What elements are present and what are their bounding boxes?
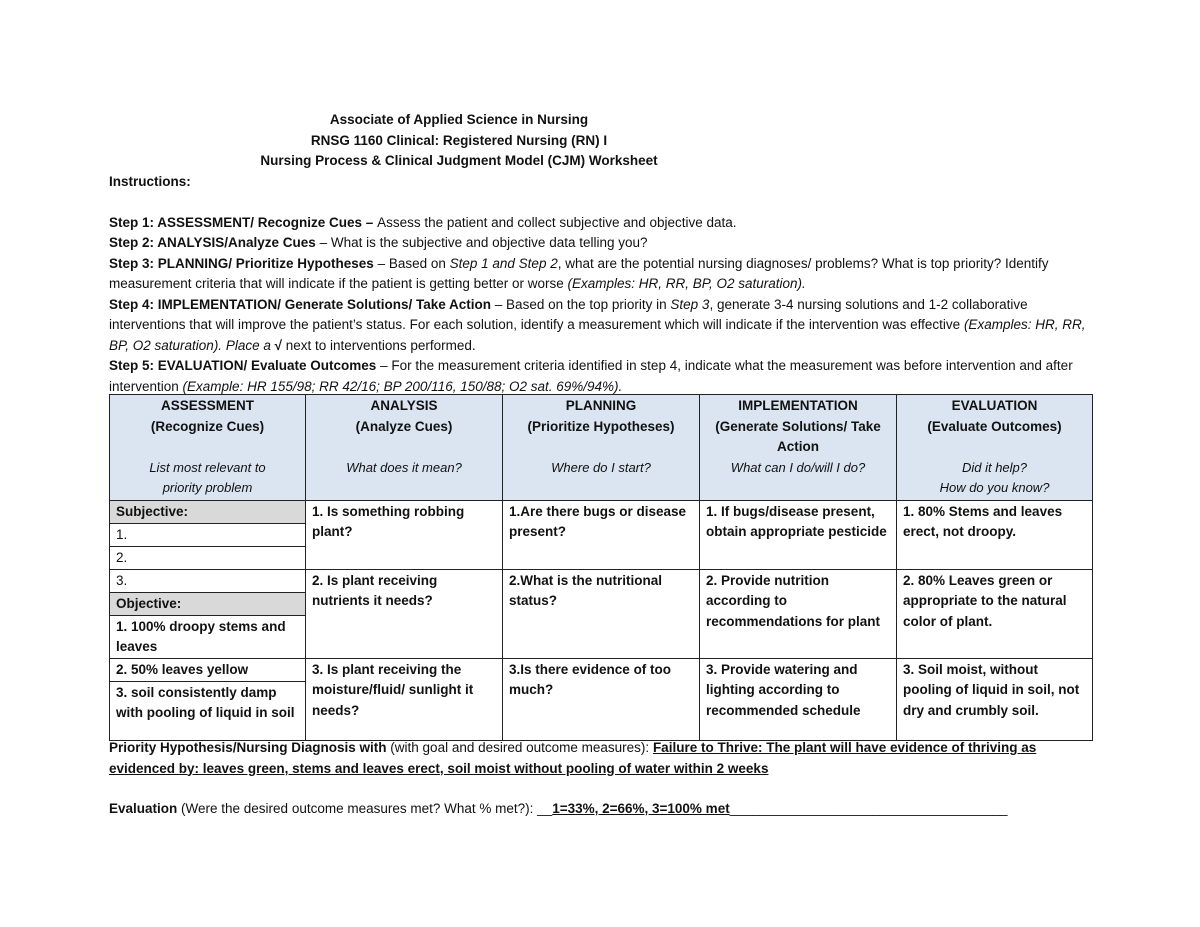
subjective-label: Subjective: bbox=[110, 501, 305, 524]
objective-item: 2. 50% leaves yellow bbox=[110, 659, 305, 682]
nursing-process-table bbox=[109, 394, 1093, 741]
step-1: Step 1: ASSESSMENT/ Recognize Cues – Assess the patient and collect subjective and objective data. bbox=[109, 214, 737, 230]
subjective-cues-cell bbox=[110, 500, 306, 569]
objective-item: 1. 100% droopy stems and leaves bbox=[116, 618, 286, 654]
step-2: Step 2: ANALYSIS/Analyze Cues – What is the subjective and objective data telling you? bbox=[109, 235, 648, 250]
program-title: Associate of Applied Science in Nursing bbox=[329, 112, 589, 127]
implementation-cell: 2. Provide nutrition according to recommendations for plant bbox=[700, 569, 897, 658]
evaluation-blank: _____________________________________ bbox=[729, 801, 1008, 816]
subjective-item: 1. bbox=[110, 524, 305, 547]
subjective-item: 2. bbox=[116, 549, 128, 565]
evaluation-note: (Were the desired outcome measures met? What % met?): __ bbox=[177, 801, 553, 816]
document-title-block bbox=[0, 110, 918, 172]
evaluation-summary bbox=[109, 799, 1094, 820]
worksheet-title: Nursing Process & Clinical Judgment Model (CJM) Worksheet bbox=[260, 153, 658, 168]
analysis-cell: 2. Is plant receiving nutrients it needs? bbox=[306, 569, 503, 658]
step-4: Step 4: IMPLEMENTATION/ Generate Solutions/ Take Action – Based on the top priority in Step 3, generate 3-4 nursing solutions and 1-2 collaborative interventions that will improve the patient’s status. For each solution, identify a measurement which will indicate if the intervention was effective (Examples: HR, RR, BP, O2 saturation). Place a √ next to interventions performed. bbox=[109, 296, 1086, 353]
implementation-cell: 3. Provide watering and lighting according to recommended schedule bbox=[700, 658, 897, 740]
subjective-item: 3. bbox=[110, 570, 305, 593]
implementation-cell: 1. If bugs/disease present, obtain appropriate pesticide bbox=[700, 500, 897, 569]
instructions bbox=[109, 172, 1094, 397]
objective-item: 3. soil consistently damp with pooling of liquid in soil bbox=[116, 684, 295, 720]
table-header-row bbox=[110, 395, 1093, 501]
objective-label: Objective: bbox=[110, 593, 305, 616]
evaluation-answer: 1=33%, 2=66%, 3=100% met bbox=[552, 801, 730, 816]
priority-answer: Failure to Thrive: The plant will have evidence of thriving as evidenced by: leaves green, stems and leaves erect, soil moist without pooling of water within 2 weeks bbox=[109, 740, 1037, 776]
header-analysis: ANALYSIS (Analyze Cues) What does it mean? bbox=[306, 395, 503, 501]
table-row bbox=[110, 569, 1093, 658]
priority-hypothesis bbox=[109, 738, 1094, 779]
analysis-cell: 1. Is something robbing plant? bbox=[306, 500, 503, 569]
evaluation-cell: 1. 80% Stems and leaves erect, not droopy. bbox=[897, 500, 1093, 569]
instructions-label: Instructions: bbox=[109, 174, 191, 189]
table-row bbox=[110, 658, 1093, 740]
header-evaluation: EVALUATION (Evaluate Outcomes) Did it help? How do you know? bbox=[897, 395, 1093, 501]
step-3: Step 3: PLANNING/ Prioritize Hypotheses – Based on Step 1 and Step 2, what are the potential nursing diagnoses/ problems? What is top priority? Identify measurement criteria that will indicate if the patient is getting better or worse (Examples: HR, RR, BP, O2 saturation). bbox=[109, 255, 1049, 291]
header-planning: PLANNING (Prioritize Hypotheses) Where do I start? bbox=[503, 395, 700, 501]
evaluation-cell: 2. 80% Leaves green or appropriate to the natural color of plant. bbox=[897, 569, 1093, 658]
analysis-cell: 3. Is plant receiving the moisture/fluid/ sunlight it needs? bbox=[306, 658, 503, 740]
priority-label: Priority Hypothesis/Nursing Diagnosis with bbox=[109, 740, 387, 755]
planning-cell: 3.Is there evidence of too much? bbox=[503, 658, 700, 740]
course-title: RNSG 1160 Clinical: Registered Nursing (RN) I bbox=[310, 132, 608, 148]
objective-cues-cell bbox=[110, 658, 306, 740]
step-5: Step 5: EVALUATION/ Evaluate Outcomes – For the measurement criteria identified in step 4, indicate what the measurement was before intervention and after intervention (Example: HR 155/98; RR 42/16; BP 200/116, 150/88; O2 sat. 69%/94%). bbox=[109, 358, 1073, 394]
header-implementation: IMPLEMENTATION (Generate Solutions/ Take Action What can I do/will I do? bbox=[700, 395, 897, 501]
planning-cell: 2.What is the nutritional status? bbox=[503, 569, 700, 658]
planning-cell: 1.Are there bugs or disease present? bbox=[503, 500, 700, 569]
priority-note: (with goal and desired outcome measures): bbox=[386, 740, 653, 755]
evaluation-cell: 3. Soil moist, without pooling of liquid in soil, not dry and crumbly soil. bbox=[897, 658, 1093, 740]
evaluation-label: Evaluation bbox=[109, 801, 178, 816]
table-row bbox=[110, 500, 1093, 569]
objective-cues-cell bbox=[110, 569, 306, 658]
check-mark: √ bbox=[274, 337, 283, 353]
header-assessment: ASSESSMENT (Recognize Cues) List most relevant to priority problem bbox=[110, 395, 306, 501]
